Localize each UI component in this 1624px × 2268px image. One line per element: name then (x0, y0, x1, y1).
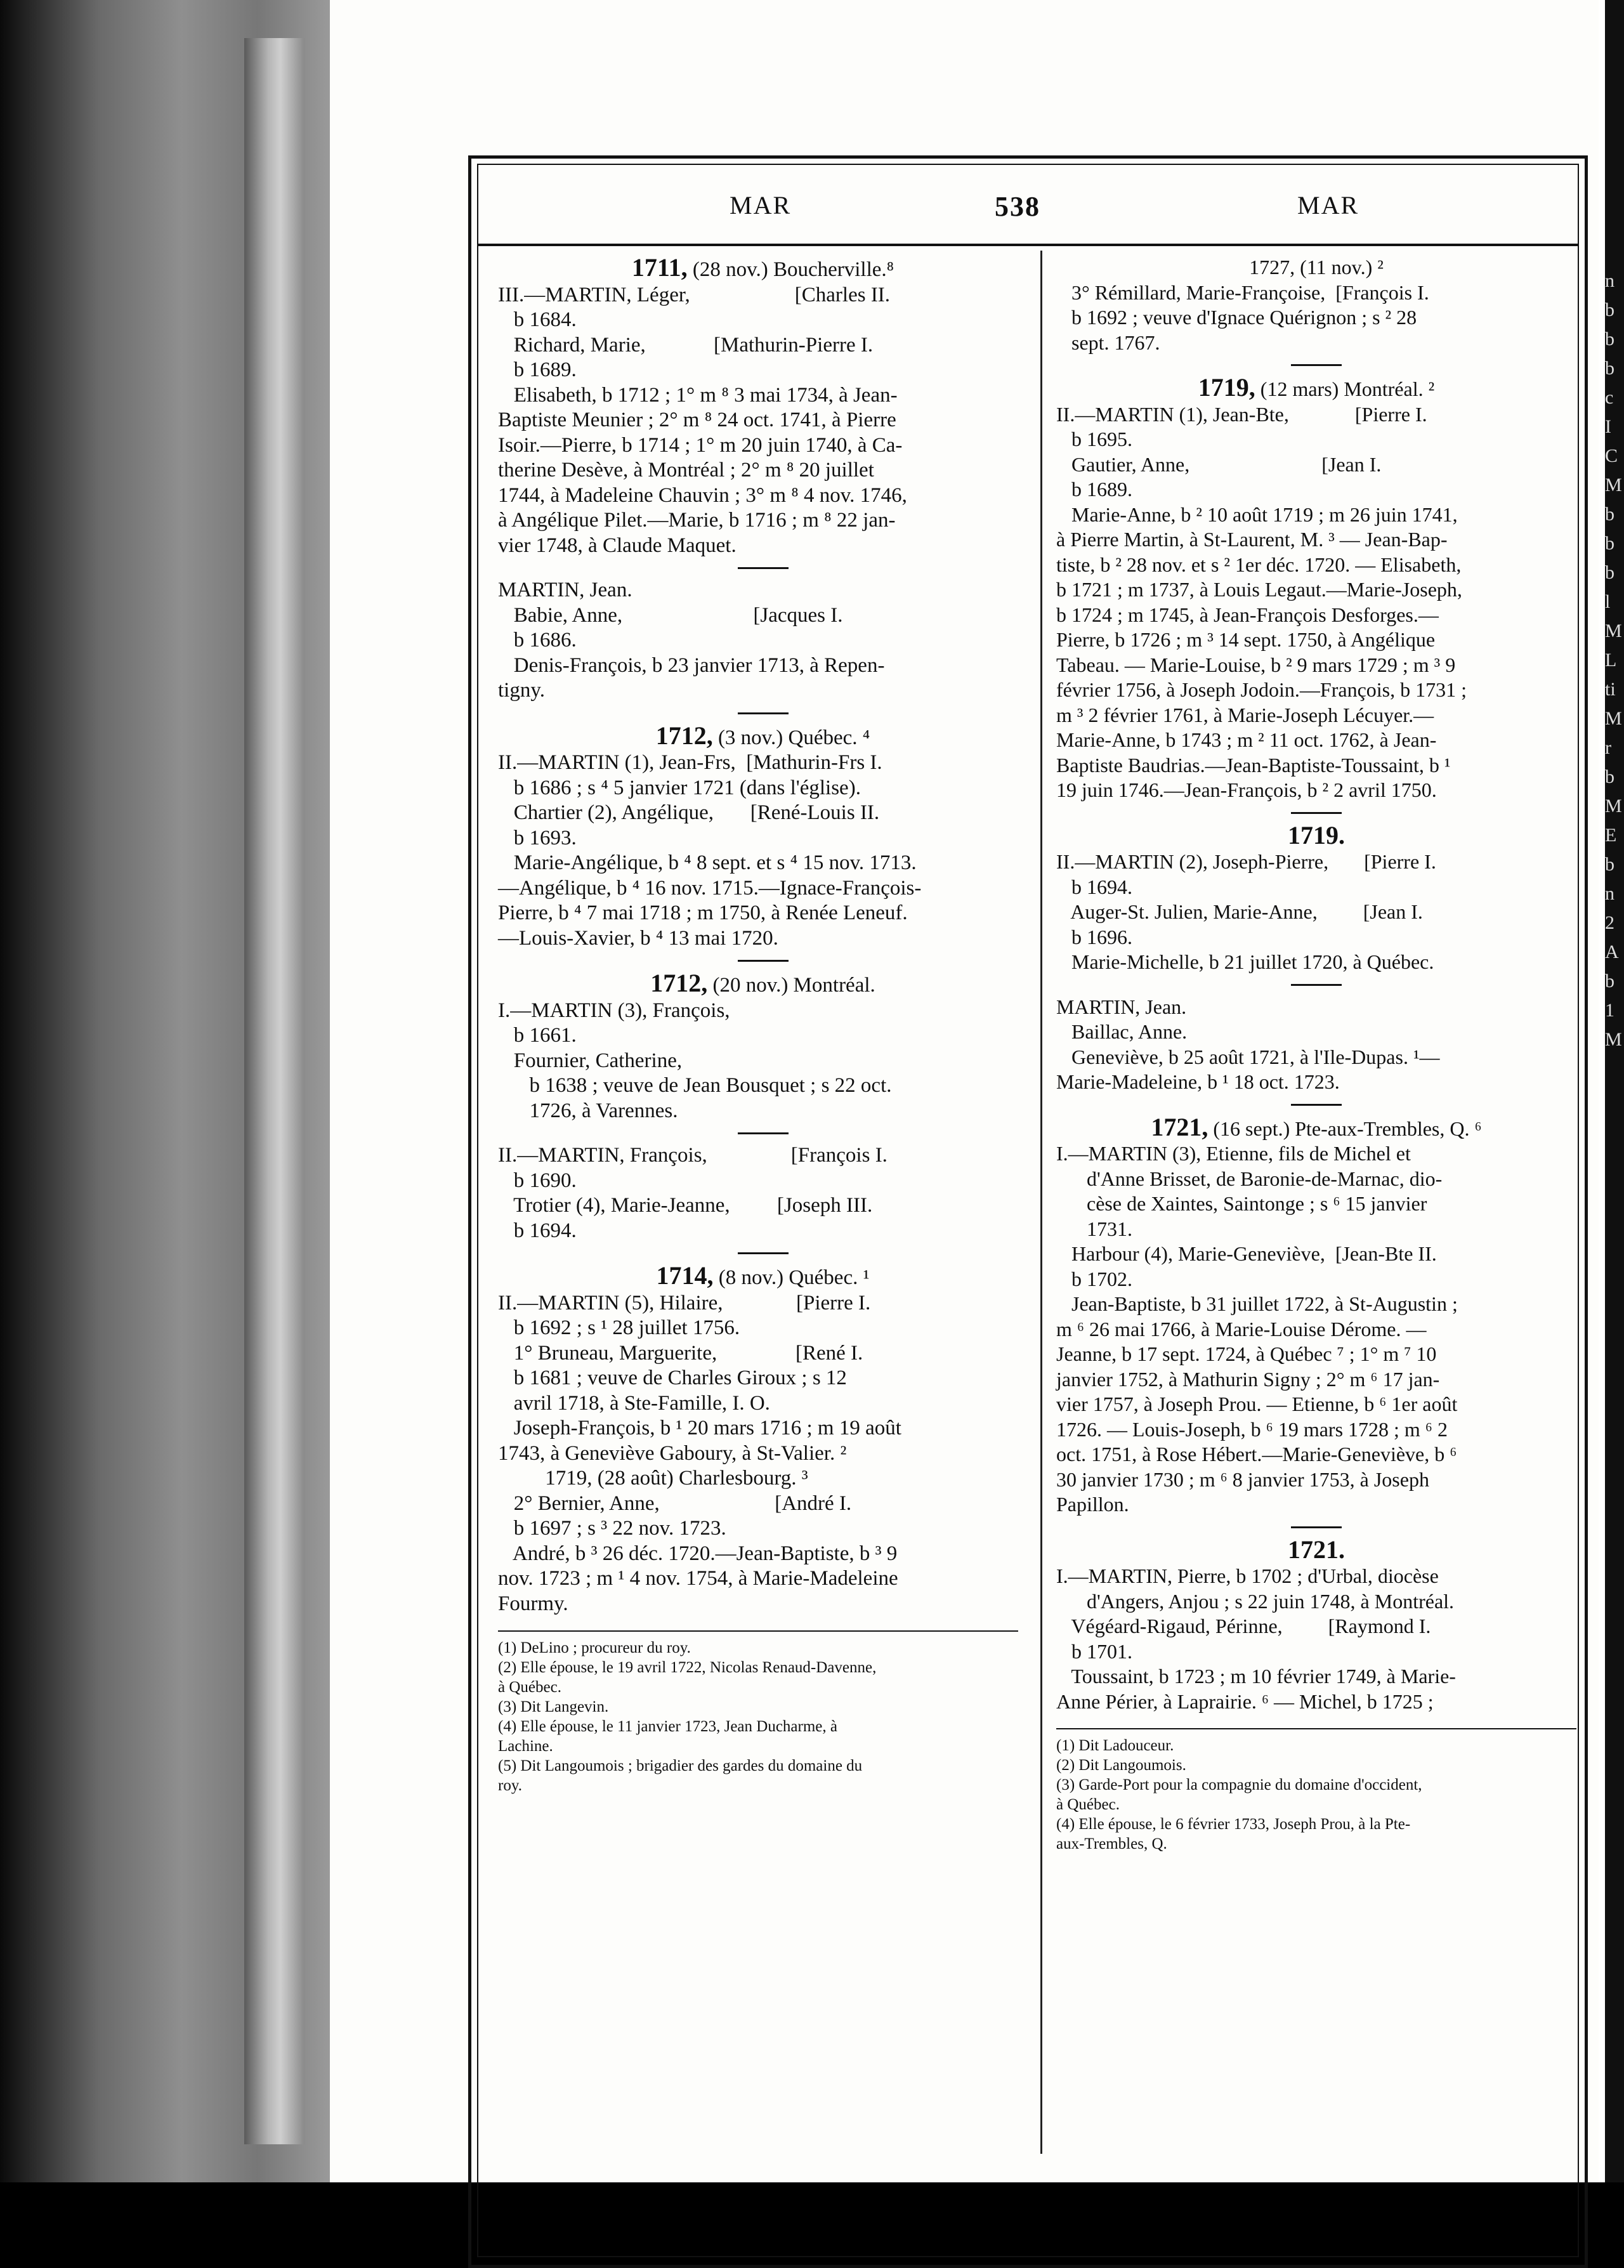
entry-line: Chartier (2), Angélique, [René-Louis II. (498, 801, 880, 824)
entry-line: II.—MARTIN, François, [François I. (498, 1144, 887, 1167)
entry-line: avril 1718, à Ste-Famille, I. O. (498, 1391, 770, 1415)
footnote: (1) Dit Ladouceur. (1056, 1737, 1174, 1754)
footnote: (2) Elle épouse, le 19 avril 1722, Nicolas Renaud-Davenne, (498, 1659, 877, 1676)
entry-date-place: (3 nov.) Québec. ⁴ (712, 726, 870, 749)
entry-line: b 1695. (1056, 428, 1132, 450)
entry-line: Harbour (4), Marie-Geneviève, [Jean-Bte II. (1056, 1242, 1437, 1265)
page-fold (244, 38, 304, 2144)
entry-year: 1721, (1151, 1112, 1208, 1141)
entry-line: Geneviève, b 25 août 1721, à l'Ile-Dupas. ¹— (1056, 1045, 1440, 1068)
entry-year: 1721. (1288, 1535, 1345, 1564)
entry-line: 1744, à Madeleine Chauvin ; 3° m ⁸ 4 nov. 1746, (498, 483, 907, 507)
edge-letter: M (1605, 620, 1622, 641)
entry-line: m ⁶ 26 mai 1766, à Marie-Louise Dérome. — (1056, 1317, 1427, 1340)
column-divider (1040, 251, 1042, 2154)
entry-line: m ³ 2 février 1761, à Marie-Joseph Lécuyer.— (1056, 703, 1434, 726)
footnote: (4) Elle épouse, le 11 janvier 1723, Jean Ducharme, à (498, 1718, 837, 1735)
edge-letter: I (1605, 416, 1611, 437)
edge-letter: b (1605, 971, 1614, 992)
header-left: MAR (730, 191, 792, 220)
entry-line: b 1696. (1056, 925, 1132, 948)
entry-line: Végéard-Rigaud, Périnne, [Raymond I. (1056, 1615, 1431, 1637)
entry-line: Papillon. (1056, 1493, 1129, 1516)
entry-year: 1711, (631, 253, 688, 282)
entry-line: b 1694. (1056, 875, 1132, 898)
footnote: (2) Dit Langoumois. (1056, 1757, 1186, 1774)
entry-line: Babie, Anne, [Jacques I. (498, 603, 843, 627)
entry-line: I.—MARTIN (3), Etienne, fils de Michel et (1056, 1142, 1411, 1165)
footnote: aux-Trembles, Q. (1056, 1835, 1167, 1852)
edge-letter: c (1605, 387, 1614, 408)
page-number: 538 (995, 191, 1040, 222)
entry-line: Joseph-François, b ¹ 20 mars 1716 ; m 19 août (498, 1417, 901, 1439)
entry-line: 19 juin 1746.—Jean-François, b ² 2 avril 1750. (1056, 778, 1437, 801)
entry-line: b 1686. (498, 629, 577, 652)
entry-line: b 1702. (1056, 1267, 1132, 1290)
entry-separator (738, 567, 789, 569)
entry-line: Baillac, Anne. (1056, 1020, 1188, 1043)
entry-year: 1712, (650, 969, 708, 997)
entry-date-place: (8 nov.) Québec. ¹ (713, 1266, 870, 1289)
edge-letter: M (1605, 475, 1622, 495)
entry-line: Trotier (4), Marie-Jeanne, [Joseph III. (498, 1194, 873, 1217)
edge-letter: b (1605, 329, 1614, 350)
next-page-letters (1605, 266, 1624, 1054)
entry-line: MARTIN, Jean. (498, 579, 632, 601)
entry-line: 1743, à Geneviève Gaboury, à St-Valier. ² (498, 1441, 847, 1465)
edge-letter: b (1605, 854, 1614, 875)
edge-letter: 1 (1605, 1000, 1614, 1021)
entry-line: Isoir.—Pierre, b 1714 ; 1° m 20 juin 1740, à Ca- (498, 433, 903, 457)
entry-separator (738, 1252, 789, 1254)
entry-line: Pierre, b ⁴ 7 mai 1718 ; m 1750, à Renée Leneuf. (498, 901, 908, 924)
entry-line: MARTIN, Jean. (1056, 995, 1187, 1018)
entry-line: Richard, Marie, [Mathurin-Pierre I. (498, 333, 874, 357)
entry-year: 1714, (656, 1261, 714, 1290)
edge-letter: n (1605, 883, 1614, 904)
entry-line: —Louis-Xavier, b ⁴ 13 mai 1720. (498, 926, 778, 950)
entry-line: 1726. — Louis-Joseph, b ⁶ 19 mars 1728 ; m ⁶ 2 (1056, 1417, 1448, 1441)
entry-date-heading (498, 255, 1028, 283)
entry-date-heading (1056, 375, 1576, 402)
entry-line: II.—MARTIN (2), Joseph-Pierre, [Pierre I. (1056, 850, 1436, 873)
footnote: (3) Garde-Port pour la compagnie du domaine d'occident, (1056, 1776, 1422, 1793)
entry-line: Elisabeth, b 1712 ; 1° m ⁸ 3 mai 1734, à Jean- (498, 383, 898, 407)
edge-letter: b (1605, 299, 1614, 320)
entry-separator (1291, 1526, 1342, 1528)
entry-line: 1731. (1056, 1217, 1132, 1240)
entry-date-heading (498, 1263, 1028, 1291)
entry-line: nov. 1723 ; m ¹ 4 nov. 1754, à Marie-Madeleine (498, 1567, 898, 1590)
entry-year: 1712, (655, 721, 713, 750)
header-right: MAR (1297, 191, 1359, 220)
entry-line: b 1697 ; s ³ 22 nov. 1723. (498, 1517, 726, 1540)
entry-line: à Angélique Pilet.—Marie, b 1716 ; m ⁸ 22 jan- (498, 509, 896, 532)
entry-line: Fournier, Catherine, (498, 1049, 683, 1072)
entry-line: 1727, (11 nov.) ² (1249, 256, 1384, 279)
entry-line: tigny. (498, 679, 545, 702)
entry-line: b 1721 ; m 1737, à Louis Legaut.—Marie-Joseph, (1056, 578, 1462, 601)
entry-line: b 1638 ; veuve de Jean Bousquet ; s 22 oct. (498, 1074, 892, 1097)
book-spine (0, 0, 330, 2182)
entry-line: b 1661. (498, 1024, 577, 1047)
entry-line: b 1701. (1056, 1639, 1132, 1663)
edge-letter: r (1605, 737, 1611, 758)
entry-line: Toussaint, b 1723 ; m 10 février 1749, à Marie- (1056, 1665, 1456, 1688)
footnote: roy. (498, 1777, 522, 1794)
left-footnotes (498, 1638, 1028, 1795)
entry-line: Marie-Anne, b 1743 ; m ² 11 oct. 1762, à Jean- (1056, 728, 1437, 751)
entry-line: b 1692 ; s ¹ 28 juillet 1756. (498, 1316, 740, 1339)
footnote: (1) DeLino ; procureur du roy. (498, 1639, 691, 1656)
footnote: à Québec. (1056, 1796, 1120, 1813)
edge-letter: ti (1605, 679, 1616, 700)
entry-line: à Pierre Martin, à St-Laurent, M. ³ — Jean-Bap- (1056, 528, 1448, 551)
entry-line: cèse de Xaintes, Saintonge ; s ⁶ 15 janvier (1056, 1192, 1427, 1215)
entry-line: b 1693. (498, 826, 577, 849)
entry-line: Tabeau. — Marie-Louise, b ² 9 mars 1729 ; m ³ 9 (1056, 653, 1456, 676)
header-rule (477, 244, 1579, 246)
entry-line: 1726, à Varennes. (498, 1099, 678, 1122)
entry-separator (738, 712, 789, 714)
edge-letter: M (1605, 708, 1622, 729)
entry-line: Fourmy. (498, 1592, 568, 1615)
left-column (498, 255, 1028, 1795)
entry-year: 1719. (1288, 820, 1345, 849)
entry-line: II.—MARTIN (5), Hilaire, [Pierre I. (498, 1291, 871, 1314)
entry-line: b 1724 ; m 1745, à Jean-François Desforges.— (1056, 603, 1439, 626)
entry-line: —Angélique, b ⁴ 16 nov. 1715.—Ignace-François- (498, 876, 922, 900)
entry-line: Marie-Madeleine, b ¹ 18 oct. 1723. (1056, 1070, 1340, 1093)
entry-line: Baptiste Baudrias.—Jean-Baptiste-Toussaint, b ¹ (1056, 753, 1451, 777)
entry-line: b 1692 ; veuve d'Ignace Quérignon ; s ² 28 (1056, 306, 1417, 329)
entry-line: I.—MARTIN (3), François, (498, 999, 730, 1022)
right-column (1056, 255, 1576, 1854)
entry-line: Denis-François, b 23 janvier 1713, à Repen- (498, 653, 885, 677)
edge-letter: l (1605, 591, 1611, 612)
edge-letter: b (1605, 358, 1614, 379)
entry-line: b 1689. (1056, 478, 1132, 501)
entry-year: 1719, (1198, 373, 1255, 402)
entry-line: vier 1748, à Claude Maquet. (498, 534, 737, 557)
entry-line: Auger-St. Julien, Marie-Anne, [Jean I. (1056, 900, 1423, 923)
entry-separator (1291, 812, 1342, 814)
entry-line: Anne Périer, à Laprairie. ⁶ — Michel, b 1725 ; (1056, 1689, 1434, 1713)
left-column-body (498, 255, 1028, 1616)
entry-line: II.—MARTIN (1), Jean-Frs, [Mathurin-Frs I. (498, 751, 882, 774)
entry-date-place: (12 mars) Montréal. ² (1255, 377, 1435, 400)
entry-line: Marie-Anne, b ² 10 août 1719 ; m 26 juin 1741, (1056, 502, 1458, 526)
footnote-rule (1056, 1728, 1576, 1729)
entry-line: d'Anne Brisset, de Baronie-de-Marnac, dio- (1056, 1167, 1443, 1190)
entry-date-heading (1056, 1112, 1576, 1142)
entry-date-place: (28 nov.) Boucherville.⁸ (687, 258, 894, 281)
entry-line: sept. 1767. (1056, 331, 1160, 354)
edge-letter: L (1605, 650, 1617, 671)
edge-letter: 2 (1605, 912, 1614, 933)
entry-line: I.—MARTIN, Pierre, b 1702 ; d'Urbal, diocèse (1056, 1564, 1439, 1587)
entry-separator (1291, 1104, 1342, 1106)
entry-separator (1291, 984, 1342, 986)
footnote: (4) Elle épouse, le 6 février 1733, Joseph Prou, à la Pte- (1056, 1816, 1411, 1833)
entry-line: b 1689. (498, 358, 577, 381)
edge-letter: M (1605, 796, 1622, 816)
edge-letter: C (1605, 445, 1618, 466)
entry-line: b 1684. (498, 308, 577, 331)
footnote: (5) Dit Langoumois ; brigadier des gardes du domaine du (498, 1757, 863, 1774)
running-header (482, 190, 1573, 228)
entry-line: oct. 1751, à Rose Hébert.—Marie-Geneviève, b ⁶ (1056, 1443, 1457, 1465)
entry-line: b 1681 ; veuve de Charles Giroux ; s 12 (498, 1367, 847, 1389)
edge-letter: b (1605, 533, 1614, 554)
entry-line: Pierre, b 1726 ; m ³ 14 sept. 1750, à Angélique (1056, 628, 1436, 651)
entry-date-place: (16 sept.) Pte-aux-Trembles, Q. ⁶ (1208, 1117, 1482, 1140)
entry-line: Jeanne, b 17 sept. 1724, à Québec ⁷ ; 1° m ⁷ 10 (1056, 1342, 1437, 1365)
entry-line: 2° Bernier, Anne, [André I. (498, 1491, 852, 1515)
entry-line: vier 1757, à Joseph Prou. — Etienne, b ⁶ 1er août (1056, 1393, 1458, 1415)
entry-date-heading (1056, 1537, 1576, 1564)
edge-letter: M (1605, 1029, 1622, 1050)
edge-letter: b (1605, 562, 1614, 583)
entry-line: André, b ³ 26 déc. 1720.—Jean-Baptiste, b ³ 9 (498, 1542, 898, 1565)
edge-letter: A (1605, 941, 1619, 962)
entry-line: 30 janvier 1730 ; m ⁶ 8 janvier 1753, à Joseph (1056, 1467, 1429, 1491)
entry-date-heading (498, 971, 1028, 999)
entry-date-place: (20 nov.) Montréal. (707, 974, 875, 997)
footnote: (3) Dit Langevin. (498, 1698, 609, 1715)
edge-letter: b (1605, 504, 1614, 525)
edge-letter: b (1605, 766, 1614, 787)
entry-line: février 1756, à Joseph Jodoin.—François, b 1731 ; (1056, 678, 1467, 701)
edge-letter: E (1605, 825, 1617, 846)
entry-line: Marie-Michelle, b 21 juillet 1720, à Québec. (1056, 950, 1434, 973)
entry-line: II.—MARTIN (1), Jean-Bte, [Pierre I. (1056, 402, 1427, 426)
footnote: Lachine. (498, 1738, 553, 1755)
right-footnotes (1056, 1736, 1576, 1854)
entry-separator (738, 960, 789, 962)
footnote: à Québec. (498, 1679, 561, 1696)
edge-letter: n (1605, 270, 1614, 291)
entry-separator (738, 1132, 789, 1134)
entry-line: Marie-Angélique, b ⁴ 8 sept. et s ⁴ 15 nov. 1713. (498, 851, 917, 874)
right-column-body (1056, 255, 1576, 1714)
entry-line: III.—MARTIN, Léger, [Charles II. (498, 283, 891, 306)
entry-line: b 1694. (498, 1219, 577, 1242)
entry-line: b 1686 ; s ⁴ 5 janvier 1721 (dans l'église). (498, 776, 861, 799)
entry-separator (1291, 364, 1342, 366)
entry-date-heading (498, 723, 1028, 751)
entry-line: 3° Rémillard, Marie-Françoise, [François I. (1056, 280, 1429, 304)
entry-date-heading (1056, 820, 1576, 850)
entry-line: 1719, (28 août) Charlesbourg. ³ (498, 1467, 808, 1490)
entry-line: 1° Bruneau, Marguerite, [René I. (498, 1341, 863, 1365)
entry-line: Jean-Baptiste, b 31 juillet 1722, à St-Augustin ; (1056, 1292, 1458, 1315)
entry-line: janvier 1752, à Mathurin Signy ; 2° m ⁶ 17 jan- (1056, 1367, 1440, 1391)
entry-line: tiste, b ² 28 nov. et s ² 1er déc. 1720. — Elisabeth, (1056, 553, 1462, 576)
entry-line: therine Desève, à Montréal ; 2° m ⁸ 20 juillet (498, 459, 874, 482)
entry-line: b 1690. (498, 1169, 577, 1192)
entry-line: Gautier, Anne, [Jean I. (1056, 452, 1382, 476)
entry-line: d'Angers, Anjou ; s 22 juin 1748, à Montréal. (1056, 1589, 1455, 1613)
footnote-rule (498, 1630, 1018, 1632)
entry-line: Baptiste Meunier ; 2° m ⁸ 24 oct. 1741, à Pierre (498, 409, 896, 431)
